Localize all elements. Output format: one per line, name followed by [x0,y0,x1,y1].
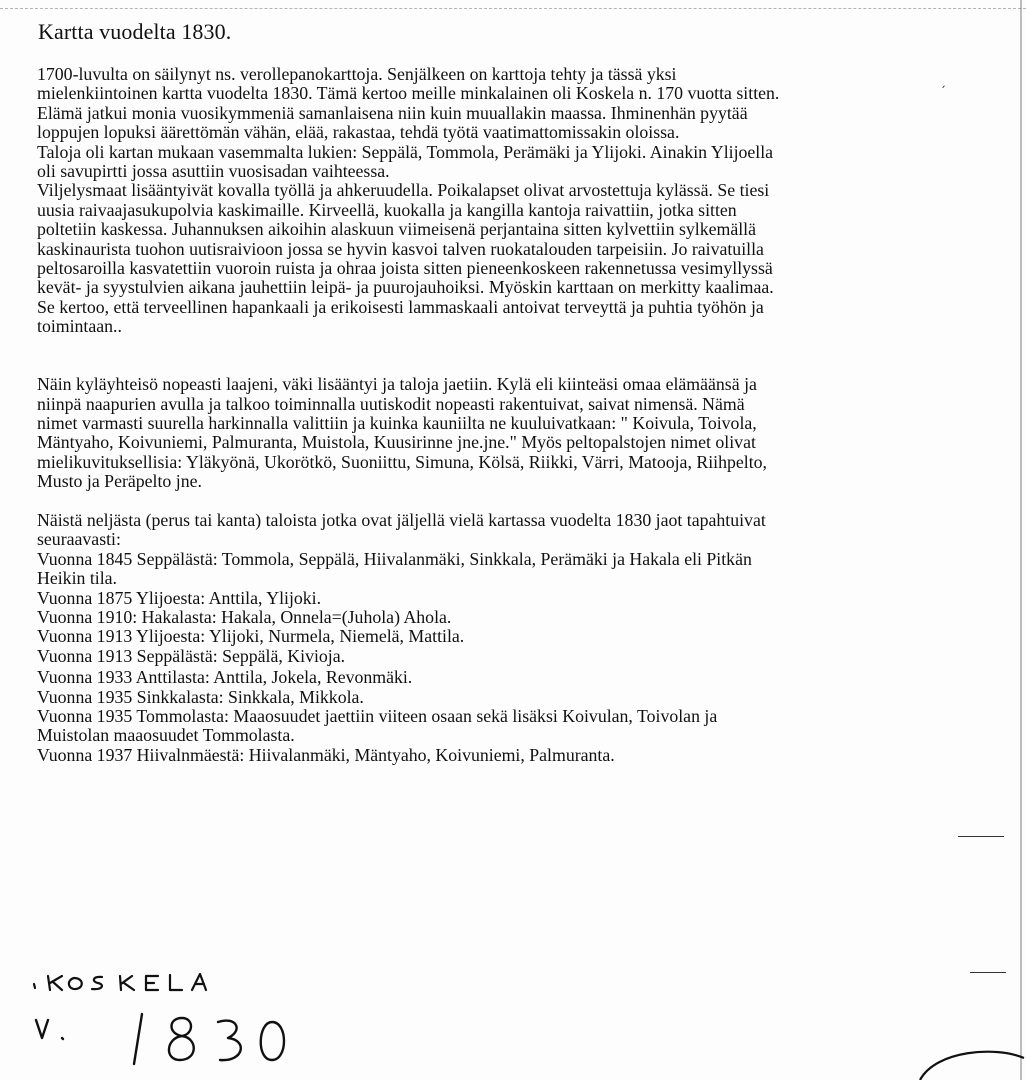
text-line: oli savupirtti jossa asuttiin vuosisadan vaihteessa. [37,160,390,181]
text-line: 1700-luvulta on säilynyt ns. verollepanokarttoja. Senjälkeen on karttoja tehty ja tässä yksi [37,64,677,84]
text-line: Viljelysmaat lisääntyivät kovalla työllä ja ahkeruudella. Poikalapset olivat arvostettuja kylässä. Se tiesi [37,180,770,201]
paragraph-gap [37,336,1002,355]
paragraph-gap [37,492,1002,511]
text-line: mielikuvituksellisia: Yläkyönä, Ukorötkö, Suoniittu, Simuna, Kölsä, Riikki, Värri, Matooja, Riihpelto, [37,451,767,472]
text-line: toimintaan.. [37,316,122,337]
division-line: Vuonna 1935 Sinkkalasta: Sinkkala, Mikkola. [37,686,364,707]
paragraph-intro [37,65,1002,336]
text-line: seuraavasti: [37,529,121,550]
text-line: Se kertoo, että terveellinen hapankaali ja erikoisesti lammaskaali antoivat terveyttä ja puhtia työhön ja [37,296,764,317]
scan-line-mark [958,836,1004,837]
corner-curve [916,1040,1026,1080]
text-line: kevät- ja syystulvien aikana jauhettiin leipä- ja puurojauhoiksi. Myöskin karttaan on merkitty kaalimaa. [37,277,774,298]
divisions-list [37,550,1002,765]
text-line: Näistä neljästa (perus tai kanta) taloista jotka ovat jäljellä vielä kartassa vuodelta 1830 jaot tapahtuivat [37,509,766,530]
text-line: Taloja oli kartan mukaan vasemmalta lukien: Seppälä, Tommola, Perämäki ja Ylijoki. Ainakin Ylijoella [37,141,774,162]
text-line: mielenkiintoinen kartta vuodelta 1830. Tämä kertoo meille minkalainen oli Koskela n. 170 vuotta sitten. [37,83,780,104]
text-line: loppujen lopuksi äärettömän vähän, elää, rakastaa, tehdä työtä vaatimattomissakin oloissa. [37,122,680,143]
division-line: Vuonna 1935 Tommolasta: Maaosuudet jaettiin viiteen osaan sekä lisäksi Koivulan, Toivolan ja [37,705,718,726]
division-line: Vuonna 1875 Ylijoesta: Anttila, Ylijoki. [37,587,322,608]
division-line: Vuonna 1937 Hiivalnmäestä: Hiivalanmäki, Mäntyaho, Koivuniemi, Palmuranta. [37,744,615,765]
text-line: Elämä jatkui monia vuosikymmeniä samanlaisena niin kuin muuallakin maassa. Ihminenhän pyytää [37,102,748,123]
division-line: Vuonna 1913 Ylijoesta: Ylijoki, Nurmela, Niemelä, Mattila. [37,626,465,647]
text-line: uusia raivaajasukupolvia kaskimaille. Kirveellä, kuokalla ja kangilla kantoja raivattiin, jotka sitten [37,199,737,220]
paragraph-gap [37,356,1002,375]
handwritten-annotation [22,968,342,1078]
division-line: Vuonna 1845 Seppälästä: Tommola, Seppälä, Hiivalanmäki, Sinkkala, Perämäki ja Hakala eli Pitkän [37,548,752,569]
scan-line-mark [970,972,1006,973]
scan-edge-right [1020,0,1022,1080]
division-line: Vuonna 1913 Seppälästä: Seppälä, Kivioja. [37,645,346,666]
paragraph-village [37,375,1002,491]
document-body [37,65,1002,765]
scan-edge-top [0,8,1026,9]
paragraph-divisions-intro [37,511,1002,550]
scan-speck: ˏ [940,74,946,88]
text-line: Mäntyaho, Koivuniemi, Palmuranta, Muistola, Kuusirinne jne.jne." Myös peltopalstojen nimet olivat [37,432,756,453]
text-line: poltetiin kaskessa. Juhannuksen aikoihin alaskuun viimeisenä perjantaina sitten kylvettiin sylkemällä [37,219,756,240]
text-line: Musto ja Peräpelto jne. [37,471,202,492]
division-line: Heikin tila. [37,568,117,589]
text-line: nimet varmasti suurella harkinnalla valittiin ja kuinka kauniilta ne kuuluivatkaan: " Koivula, Toivola, [37,413,757,434]
text-line: kaskinaurista tuohon uutisraivioon jossa se hyvin kasvoi talven ruokatalouden tarpeisiin. Jo raivatuilla [37,238,764,259]
text-line: niinpä naapurien avulla ja talkoo toiminnalla uutiskodit nopeasti rakentuivat, saivat nimensä. Nämä [37,393,745,414]
text-line: peltosaroilla kasvatettiin vuoroin ruista ja ohraa joista sitten pieneenkoskeen rakennetussa vesimyllyssä [37,257,773,278]
division-line: Vuonna 1933 Anttilasta: Anttila, Jokela, Revonmäki. [37,667,413,688]
division-line: Muistolan maaosuudet Tommolasta. [37,725,295,746]
document-title: Kartta vuodelta 1830. [38,19,232,44]
division-line: Vuonna 1910: Hakalasta: Hakala, Onnela=(Juhola) Ahola. [37,606,452,627]
text-line: Näin kyläyhteisö nopeasti laajeni, väki lisääntyi ja taloja jaetiin. Kylä eli kiinteäsi omaa elämäänsä ja [37,374,757,395]
